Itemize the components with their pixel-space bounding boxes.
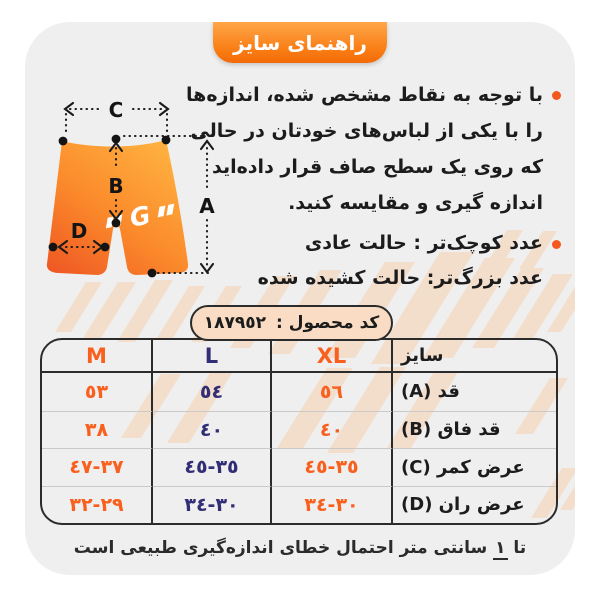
table-header-l: L bbox=[153, 340, 272, 373]
product-code-value: ١٨٧٩٥٢ bbox=[203, 313, 266, 333]
table-row-label: قد فاق (B) bbox=[393, 411, 556, 449]
label-A: A bbox=[199, 194, 215, 218]
table-cell-l: ٣٥-٤٥ bbox=[153, 448, 272, 486]
instruction-line: را با یکی از لباس‌های خودتان در حالی bbox=[190, 120, 543, 142]
label-D: D bbox=[70, 219, 88, 243]
table-cell-xl: ٣٥-٤٥ bbox=[272, 448, 393, 486]
table-row-label: عرض کمر (C) bbox=[393, 448, 556, 486]
table-cell-l: ٤٠ bbox=[153, 411, 272, 449]
instruction-line: با توجه به نقاط مشخص شده، اندازه‌ها bbox=[186, 84, 543, 106]
instruction-bullet-1 bbox=[186, 77, 561, 221]
label-B: B bbox=[108, 174, 124, 198]
bullet-dot-icon bbox=[552, 240, 561, 249]
shorts-measurement-diagram bbox=[40, 88, 240, 298]
instruction-line: اندازه گیری و مقایسه کنید. bbox=[288, 192, 543, 214]
shorts-shape bbox=[47, 140, 188, 275]
table-cell-xl: ٥٦ bbox=[272, 373, 393, 411]
footer-note-number: ١ bbox=[495, 538, 506, 558]
table-cell-m: ٣٧-٤٧ bbox=[42, 448, 153, 486]
table-header-m: M bbox=[42, 340, 153, 373]
size-table bbox=[40, 338, 558, 525]
size-guide-title-badge bbox=[213, 22, 387, 63]
table-cell-m: ٢٩-٣٢ bbox=[42, 486, 153, 524]
product-code-pill bbox=[190, 305, 393, 341]
table-header-xl: XL bbox=[272, 340, 393, 373]
instruction-line: عدد کوچک‌تر : حالت عادی bbox=[304, 232, 543, 254]
table-cell-xl: ٣٠-٣٤ bbox=[272, 486, 393, 524]
footer-note-prefix: تا bbox=[513, 538, 527, 558]
instruction-line: عدد بزرگ‌تر: حالت کشیده شده bbox=[257, 267, 543, 289]
instruction-line: که روی یک سطح صاف قرار داده‌اید bbox=[211, 156, 543, 178]
table-cell-m: ٥٣ bbox=[42, 373, 153, 411]
table-header-size: سایز bbox=[393, 340, 556, 373]
table-row-label: قد (A) bbox=[401, 381, 460, 403]
table-row-label: عرض ران (D) bbox=[393, 486, 556, 524]
footer-note bbox=[25, 538, 575, 558]
label-C: C bbox=[108, 98, 124, 122]
table-cell-m: ٣٨ bbox=[42, 411, 153, 449]
table-cell-l: ٥٤ bbox=[153, 373, 272, 411]
table-cell-l: ٣٠-٣٤ bbox=[153, 486, 272, 524]
instructions-block bbox=[186, 77, 561, 296]
bullet-dot-icon bbox=[552, 91, 561, 100]
size-guide-card bbox=[25, 22, 575, 575]
product-code-label: کد محصول : bbox=[276, 313, 380, 333]
footer-note-suffix: سانتی متر احتمال خطای اندازه‌گیری طبیعی است bbox=[73, 538, 488, 558]
svg-text:G: G bbox=[127, 200, 154, 233]
table-cell-xl: ٤٠ bbox=[272, 411, 393, 449]
instruction-bullet-2 bbox=[186, 226, 561, 296]
page-title: راهنمای سایز bbox=[233, 30, 367, 55]
